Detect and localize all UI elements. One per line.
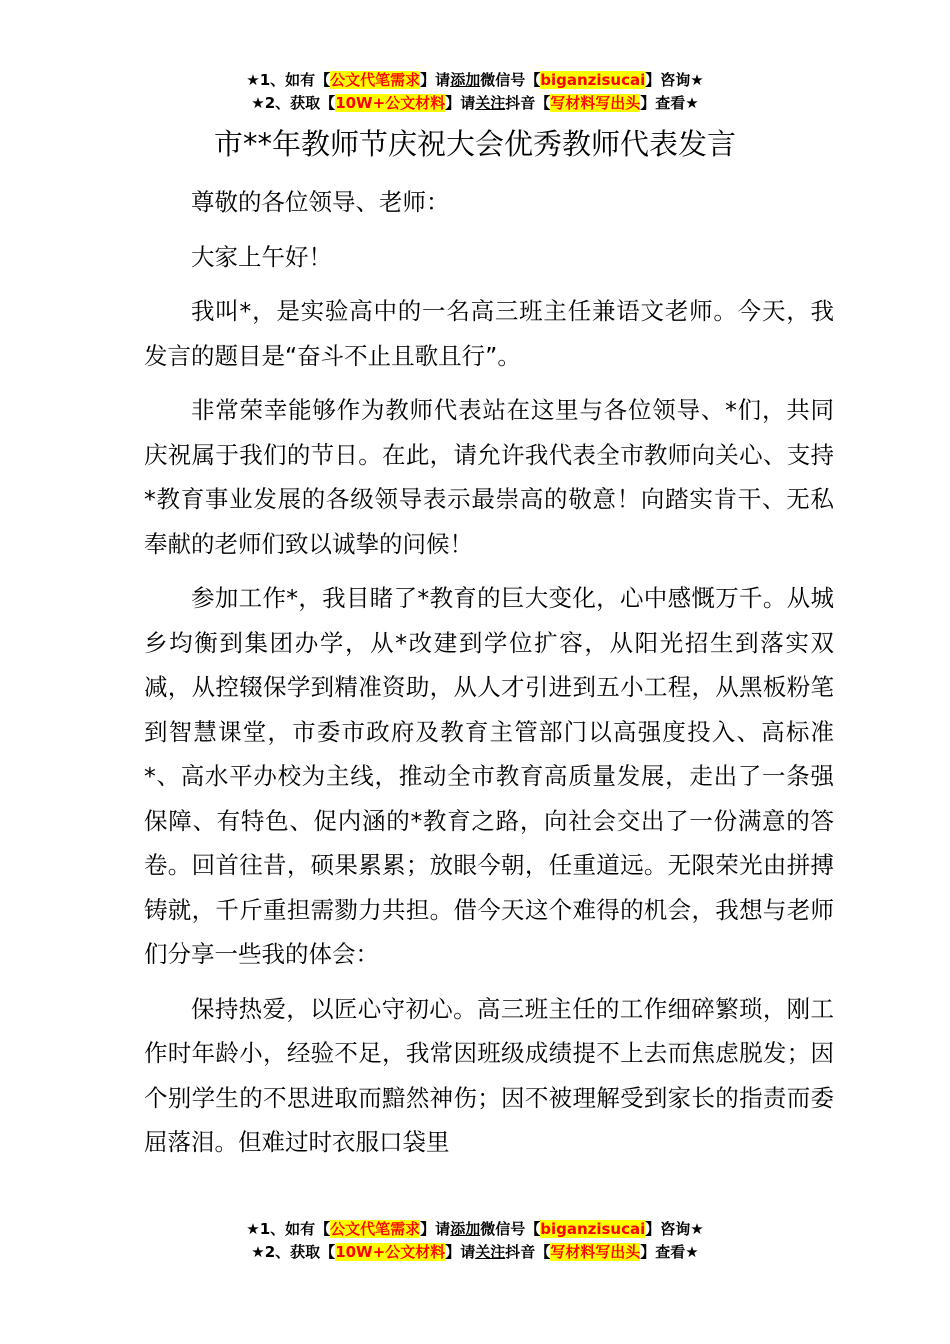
banner-highlight: 写材料写出头 [550, 1243, 641, 1261]
banner-underlined: 添加 [450, 1220, 481, 1238]
paragraph-greeting: 大家上午好！ [191, 242, 332, 271]
banner-highlight: 公文代笔需求 [330, 1220, 421, 1238]
banner-text: ★2、获取【 [251, 1243, 336, 1261]
banner-text: 】请 [445, 1243, 476, 1261]
paragraph: 非常荣幸能够作为教师代表站在这里与各位领导、*们，共同庆祝属于我们的节日。在此，请允许我代表全市教师向关心、支持*教育事业发展的各级领导表示最崇高的敬意！向踏实肯干、无私奉献的老师们致以诚挚的问候！ [144, 396, 834, 558]
banner-highlight: 10W+公文材料 [335, 94, 446, 112]
header-banner [0, 69, 950, 115]
banner-text: 】请 [445, 94, 476, 112]
banner-text: ★2、获取【 [251, 94, 336, 112]
banner-text: 微信号【 [480, 71, 541, 89]
footer-banner-line-2 [0, 1241, 950, 1264]
banner-text: 抖音【 [505, 94, 551, 112]
banner-text: 】查看★ [640, 1243, 699, 1261]
footer-banner-line-1 [0, 1218, 950, 1241]
banner-highlight: 公文代笔需求 [330, 71, 421, 89]
banner-text: 】请 [420, 71, 451, 89]
page-title: 市**年教师节庆祝大会优秀教师代表发言 [213, 127, 736, 161]
banner-text: 】请 [420, 1220, 451, 1238]
header-banner-line-1 [0, 69, 950, 92]
paragraph-salutation: 尊敬的各位领导、老师： [191, 188, 450, 216]
banner-text: ★1、如有【 [246, 71, 331, 89]
document-body [144, 180, 834, 1175]
footer-banner [0, 1218, 950, 1264]
paragraph: 我叫*，是实验高中的一名高三班主任兼语文老师。今天，我发言的题目是“奋斗不止且歌且行”。 [144, 297, 834, 370]
banner-underlined: 关注 [475, 94, 506, 112]
banner-highlight: biganzisucai [540, 1220, 646, 1238]
banner-underlined: 关注 [475, 1243, 506, 1261]
banner-text: 】咨询★ [645, 71, 704, 89]
banner-highlight: 写材料写出头 [550, 94, 641, 112]
banner-text: 】咨询★ [645, 1220, 704, 1238]
banner-text: 抖音【 [505, 1243, 551, 1261]
header-banner-line-2 [0, 92, 950, 115]
banner-highlight: 10W+公文材料 [335, 1243, 446, 1261]
banner-underlined: 添加 [450, 71, 481, 89]
banner-highlight: biganzisucai [540, 71, 646, 89]
paragraph: 参加工作*，我目睹了*教育的巨大变化，心中感慨万千。从城乡均衡到集团办学，从*改建到学位扩容，从阳光招生到落实双减，从控辍保学到精准资助，从人才引进到五小工程，从黑板粉笔到智慧课堂，市委市政府及教育主管部门以高强度投入、高标准*、高水平办校为主线，推动全市教育高质量发展，走出了一条强保障、有特色、促内涵的*教育之路，向社会交出了一份满意的答卷。回首往昔，硕果累累；放眼今朝，任重道远。无限荣光由拼搏铸就，千斤重担需勠力共担。借今天这个难得的机会，我想与老师们分享一些我的体会： [144, 584, 834, 968]
paragraph: 保持热爱，以匠心守初心。高三班主任的工作细碎繁琐，刚工作时年龄小，经验不足，我常因班级成绩提不上去而焦虑脱发；因个别学生的不思进取而黯然神伤；因不被理解受到家长的指责而委屈落泪。但难过时衣服口袋里 [144, 994, 834, 1156]
banner-text: ★1、如有【 [246, 1220, 331, 1238]
banner-text: 微信号【 [480, 1220, 541, 1238]
banner-text: 】查看★ [640, 94, 699, 112]
